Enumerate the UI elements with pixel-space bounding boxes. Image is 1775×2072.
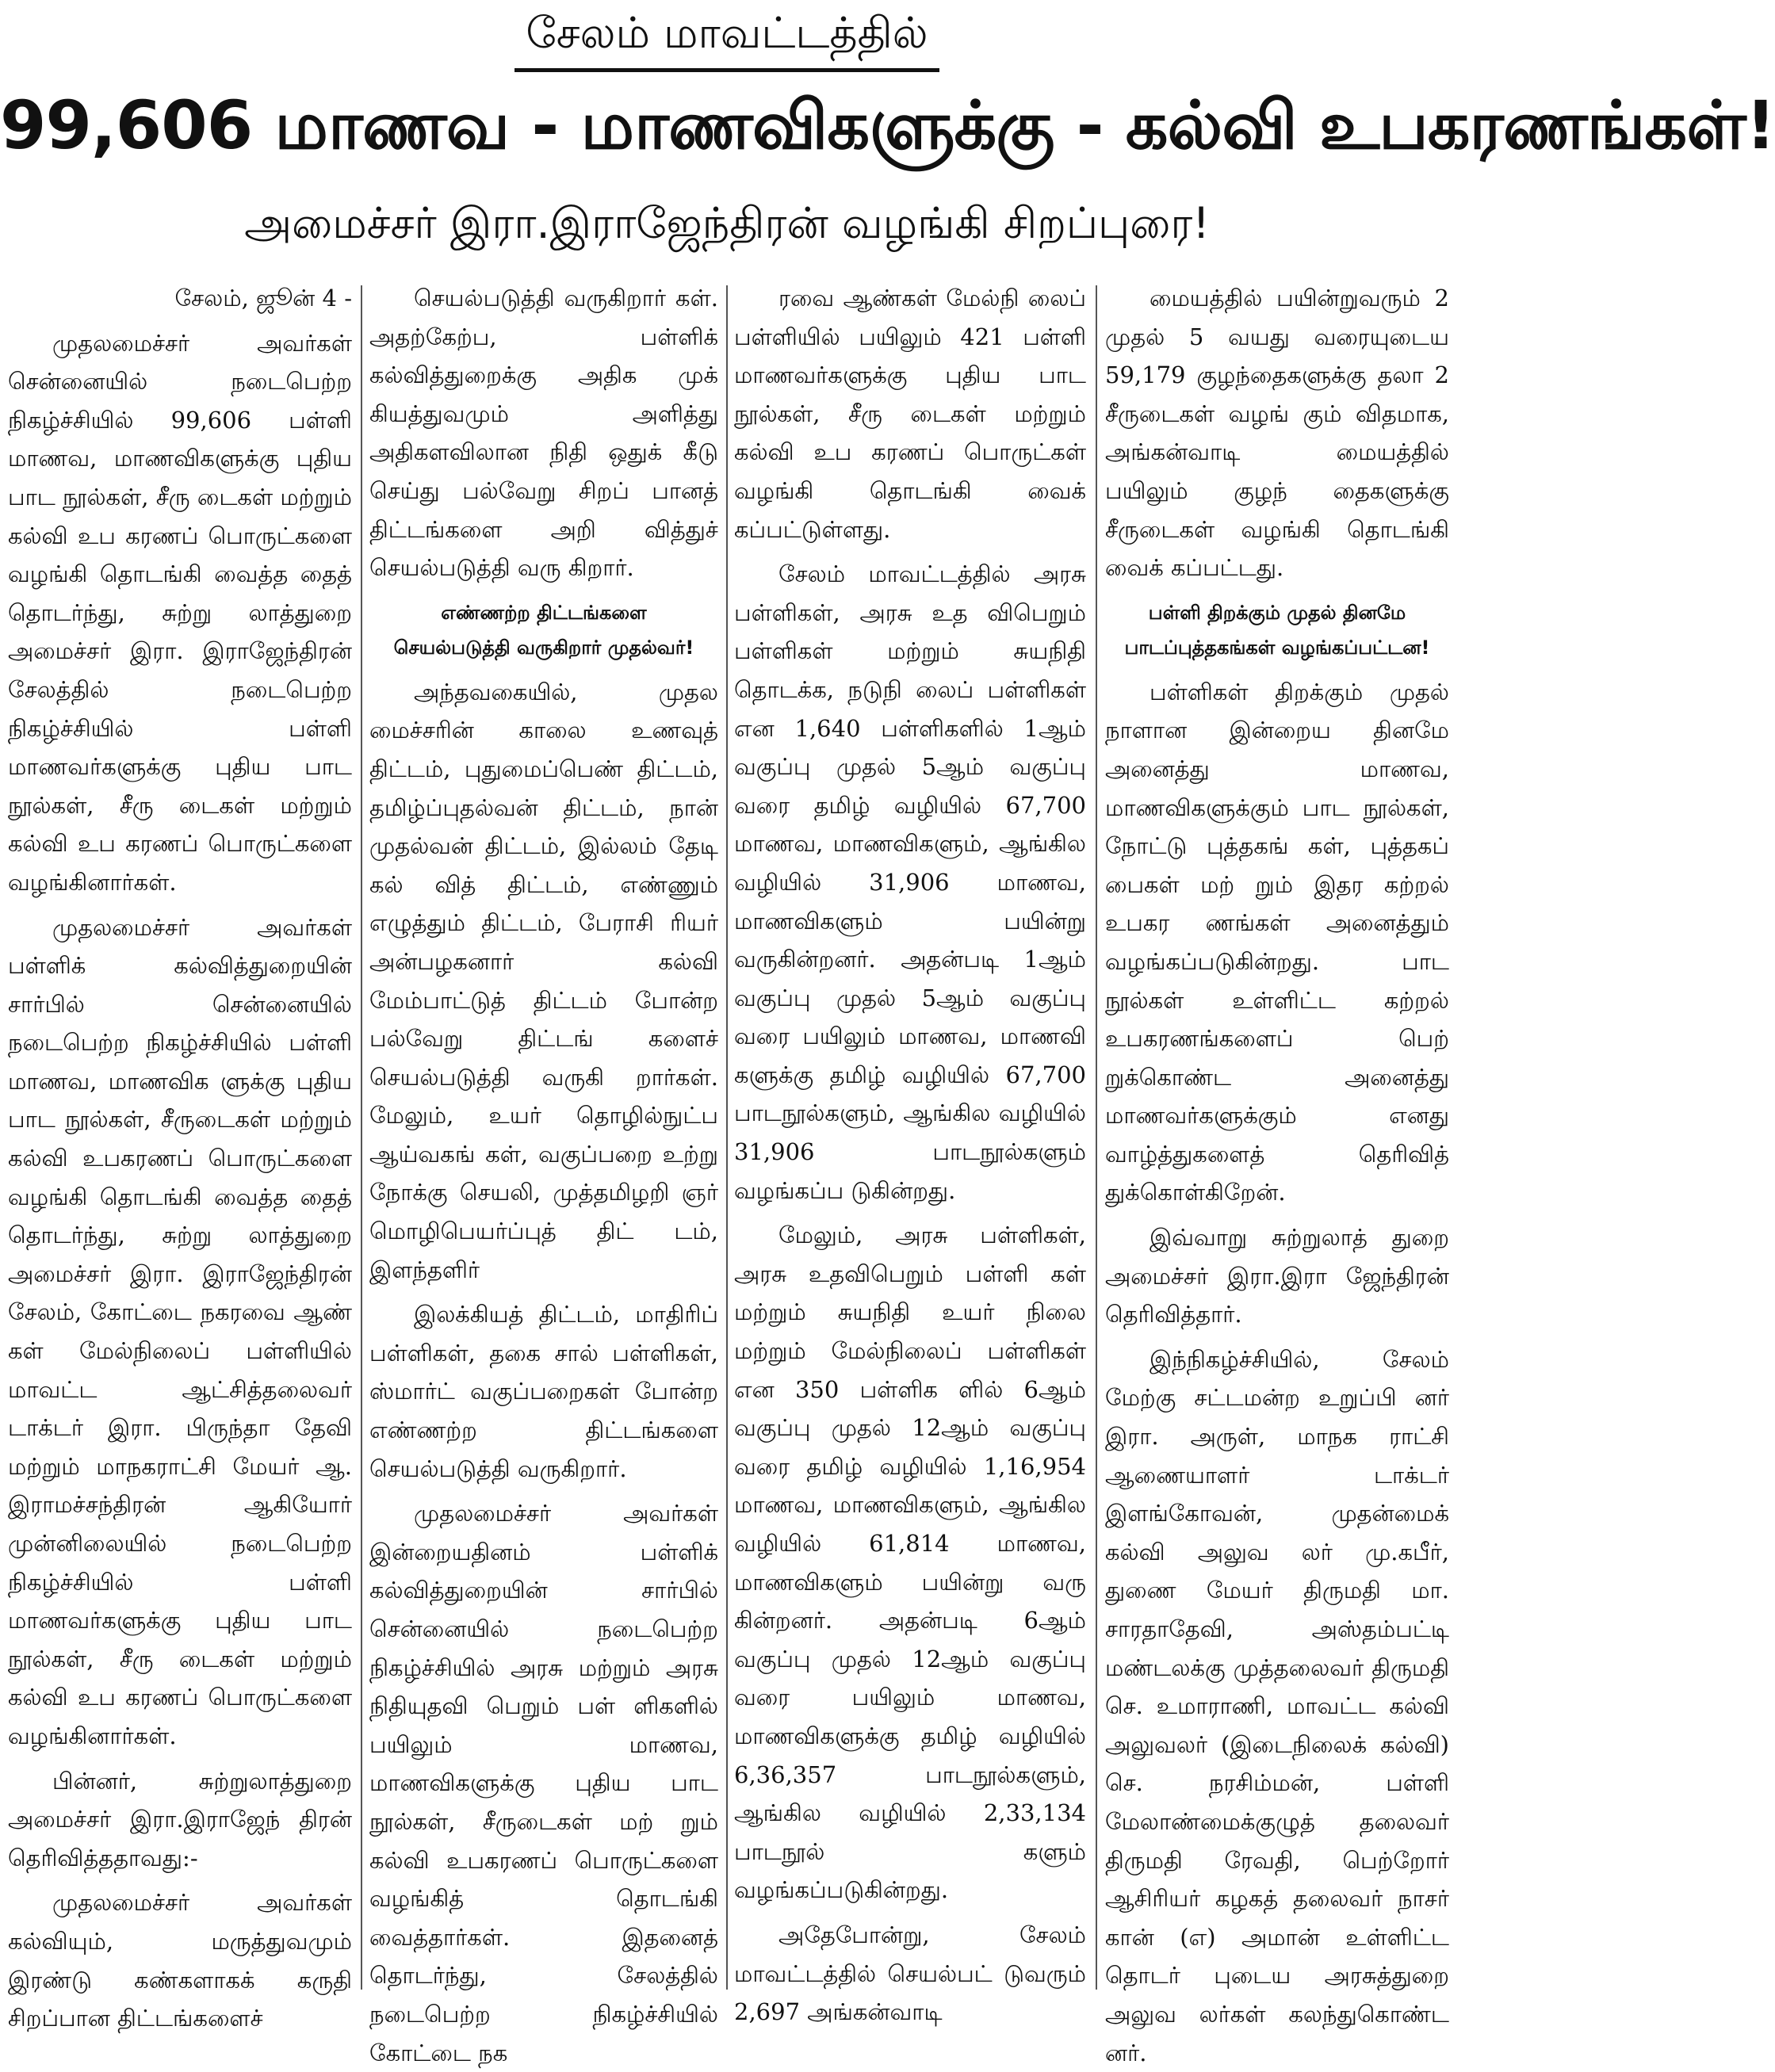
paragraph: முதலமைச்சர் அவர்கள் சென்னையில் நடைபெற்ற நிகழ்ச்சியில் 99,606 பள்ளி மாணவ, மாணவிகளுக்கு புதிய பாட நூல்கள், சீரு டைகள் மற்றும் கல்வி உப கரணப் பொருட்களை வழங்கி தொடங்கி வைத்த தைத் தொடர்ந்து, சுற்று லாத்துறை அமைச்சர் இரா. இராஜேந்திரன் சேலத்தில் நடைபெற்ற நிகழ்ச்சியில் பள்ளி மாணவர்களுக்கு புதிய பாட நூல்கள், சீரு டைகள் மற்றும் கல்வி உப கரணப் பொருட்களை வழங்கினார்கள். [8,329,352,896]
article-column-2 [369,279,718,2066]
paragraph: மையத்தில் பயின்றுவரும் 2 முதல் 5 வயது வரையுடைய 59,179 குழந்தைகளுக்கு தலா 2 சீருடைகள் வழங் கும் விதமாக, அங்கன்வாடி மையத்தில் பயிலும் குழந் தைகளுக்கு சீருடைகள் வழங்கி தொடங்கி வைக் கப்பட்டது. [1105,285,1449,582]
paragraph: முதலமைச்சர் அவர்கள் பள்ளிக் கல்வித்துறையின் சார்பில் சென்னையில் நடைபெற்ற நிகழ்ச்சியில் பள்ளி மாணவ, மாணவிக ளுக்கு புதிய பாட நூல்கள், சீருடைகள் மற்றும் கல்வி உபகரணப் பொருட்களை வழங்கி தொடங்கி வைத்த தைத் தொடர்ந்து, சுற்று லாத்துறை அமைச்சர் இரா. இராஜேந்திரன் சேலம், கோட்டை நகரவை ஆண் கள் மேல்நிலைப் பள்ளியில் மாவட்ட ஆட்சித்தலைவர் டாக்டர் இரா. பிருந்தா தேவி மற்றும் மாநகராட்சி மேயர் ஆ. இராமச்சந்திரன் ஆகியோர் முன்னிலையில் நடைபெற்ற நிகழ்ச்சியில் பள்ளி மாணவர்களுக்கு புதிய பாட நூல்கள், சீரு டைகள் மற்றும் கல்வி உப கரணப் பொருட்களை வழங்கினார்கள். [8,913,352,1749]
paragraph: மேலும், அரசு பள்ளிகள், அரசு உதவிபெறும் பள்ளி கள் மற்றும் சுயநிதி உயர் நிலை மற்றும் மேல்நிலைப் பள்ளிகள் என 350 பள்ளிக ளில் 6ஆம் வகுப்பு முதல் 12ஆம் வகுப்பு வரை தமிழ் வழியில் 1,16,954 மாணவ, மாணவிகளும், ஆங்கில வழியில் 61,814 மாணவ, மாணவிகளும் பயின்று வரு கின்றனர். அதன்படி 6ஆம் வகுப்பு முதல் 12ஆம் வகுப்பு வரை பயிலும் மாணவ, மாணவிகளுக்கு தமிழ் வழியில் 6,36,357 பாடநூல்களும், ஆங்கில வழியில் 2,33,134 பாடநூல் களும் வழங்கப்படுகின்றது. [734,1221,1086,1904]
headline: 99,606 மாணவ - மாணவிகளுக்கு - கல்வி உபகரணங்கள்! [0,86,1775,164]
paragraph: முதலமைச்சர் அவர்கள் கல்வியும், மருத்துவமும் இரண்டு கண்களாகக் கருதி சிறப்பான திட்டங்களைச் [8,1889,352,2032]
masthead [0,0,1775,277]
subheading-line: பாடப்புத்தகங்கள் வழங்கப்பட்டன! [1124,636,1430,659]
dateline: சேலம், ஜூன் 4 - [174,285,352,312]
kicker: சேலம் மாவட்டத்தில் [515,2,939,72]
paragraph: இந்நிகழ்ச்சியில், சேலம் மேற்கு சட்டமன்ற உறுப்பி னர் இரா. அருள், மாநக ராட்சி ஆணையாளர் டாக்டர் இளங்கோவன், முதன்மைக் கல்வி அலுவ லர் மு.கபீர், துணை மேயர் திருமதி மா. சாரதாதேவி, அஸ்தம்பட்டி மண்டலக்கு முத்தலைவர் திருமதி செ. உமாராணி, மாவட்ட கல்வி அலுவலர் (இடைநிலைக் கல்வி) செ. நரசிம்மன், பள்ளி மேலாண்மைக்குழுத் தலைவர் திருமதி ரேவதி, பெற்றோர் ஆசிரியர் கழகத் தலைவர் நாசர் கான் (எ) அமான் உள்ளிட்ட தொடர் புடைய அரசுத்துறை அலுவ லர்கள் கலந்துகொண்ட னர். [1105,1345,1449,2066]
paragraph: செயல்படுத்தி வருகிறார் கள். அதற்கேற்ப, பள்ளிக் கல்வித்துறைக்கு அதிக முக் கியத்துவமும் அளித்து அதிகளவிலான நிதி ஒதுக் கீடு செய்து பல்வேறு சிறப் பானத் திட்டங்களை அறி வித்துச் செயல்படுத்தி வரு கிறார். [369,285,718,582]
paragraph: பள்ளிகள் திறக்கும் முதல் நாளான இன்றைய தினமே அனைத்து மாணவ, மாணவிகளுக்கும் பாட நூல்கள், நோட்டு புத்தகங் கள், புத்தகப் பைகள் மற் றும் இதர கற்றல் உபகர ணங்கள் அனைத்தும் வழங்கப்படுகின்றது. பாட நூல்கள் உள்ளிட்ட கற்றல் உபகரணங்களைப் பெற் றுக்கொண்ட அனைத்து மாணவர்களுக்கும் எனது வாழ்த்துகளைத் தெரிவித் துக்கொள்கிறேன். [1105,678,1449,1206]
subheading-line: செயல்படுத்தி வருகிறார் முதல்வர்! [393,636,694,659]
paragraph: அந்தவகையில், முதல மைச்சரின் காலை உணவுத் திட்டம், புதுமைப்பெண் திட்டம், தமிழ்ப்புதல்வன் திட்டம், நான் முதல்வன் திட்டம், இல்லம் தேடி கல் வித் திட்டம், எண்ணும் எழுத்தும் திட்டம், பேராசி ரியர் அன்பழகனார் கல்வி மேம்பாட்டுத் திட்டம் போன்ற பல்வேறு திட்டங் களைச் செயல்படுத்தி வருகி றார்கள். மேலும், உயர் தொழில்நுட்ப ஆய்வகங் கள், வகுப்பறை உற்று நோக்கு செயலி, முத்தமிழறி ஞர் மொழிபெயர்ப்புத் திட் டம், இளந்தளிர் [369,678,718,1283]
subheading [369,595,718,665]
paragraph: பின்னர், சுற்றுலாத்துறை அமைச்சர் இரா.இராஜேந் திரன் தெரிவித்ததாவது:- [8,1767,352,1871]
paragraph: அதேபோன்று, சேலம் மாவட்டத்தில் செயல்பட் டுவரும் 2,697 அங்கன்வாடி [734,1921,1086,2026]
article-column-3 [734,279,1086,2026]
article-body [0,279,1454,2066]
paragraph: ரவை ஆண்கள் மேல்நி லைப் பள்ளியில் பயிலும் 421 பள்ளி மாணவர்களுக்கு புதிய பாட நூல்கள், சீரு டைகள் மற்றும் கல்வி உப கரணப் பொருட்கள் வழங்கி தொடங்கி வைக் கப்பட்டுள்ளது. [734,285,1086,543]
subheadline: அமைச்சர் இரா.இராஜேந்திரன் வழங்கி சிறப்புரை! [244,198,1210,248]
paragraph: இலக்கியத் திட்டம், மாதிரிப் பள்ளிகள், தகை சால் பள்ளிகள், ஸ்மார்ட் வகுப்பறைகள் போன்ற எண்ணற்ற திட்டங்களை செயல்படுத்தி வருகிறார். [369,1301,718,1482]
paragraph: முதலமைச்சர் அவர்கள் இன்றையதினம் பள்ளிக் கல்வித்துறையின் சார்பில் சென்னையில் நடைபெற்ற நிகழ்ச்சியில் அரசு மற்றும் அரசு நிதியுதவி பெறும் பள் ளிகளில் பயிலும் மாணவ, மாணவிகளுக்கு புதிய பாட நூல்கள், சீருடைகள் மற் றும் கல்வி உபகரணப் பொருட்களை வழங்கித் தொடங்கி வைத்தார்கள். இதனைத் தொடர்ந்து, சேலத்தில் நடைபெற்ற நிகழ்ச்சியில் கோட்டை நக [369,1500,718,2066]
paragraph: சேலம் மாவட்டத்தில் அரசு பள்ளிகள், அரசு உத விபெறும் பள்ளிகள் மற்றும் சுயநிதி தொடக்க, நடுநி லைப் பள்ளிகள் என 1,640 பள்ளிகளில் 1ஆம் வகுப்பு முதல் 5ஆம் வகுப்பு வரை தமிழ் வழியில் 67,700 மாணவ, மாணவிகளும், ஆங்கில வழியில் 31,906 மாணவ, மாணவிகளும் பயின்று வருகின்றனர். அதன்படி 1ஆம் வகுப்பு முதல் 5ஆம் வகுப்பு வரை பயிலும் மாணவ, மாணவி களுக்கு தமிழ் வழியில் 67,700 பாடநூல்களும், ஆங்கில வழியில் 31,906 பாடநூல்களும் வழங்கப்ப டுகின்றது. [734,560,1086,1204]
paragraph: இவ்வாறு சுற்றுலாத் துறை அமைச்சர் இரா.இரா ஜேந்திரன் தெரிவித்தார். [1105,1224,1449,1328]
kicker-wrap [0,0,1454,73]
article-column-1 [8,279,352,2032]
subheading-line: எண்ணற்ற திட்டங்களை [441,601,647,624]
subheading [1105,595,1449,665]
article-column-4 [1105,279,1449,2066]
subheading-line: பள்ளி திறக்கும் முதல் தினமே [1148,601,1406,624]
